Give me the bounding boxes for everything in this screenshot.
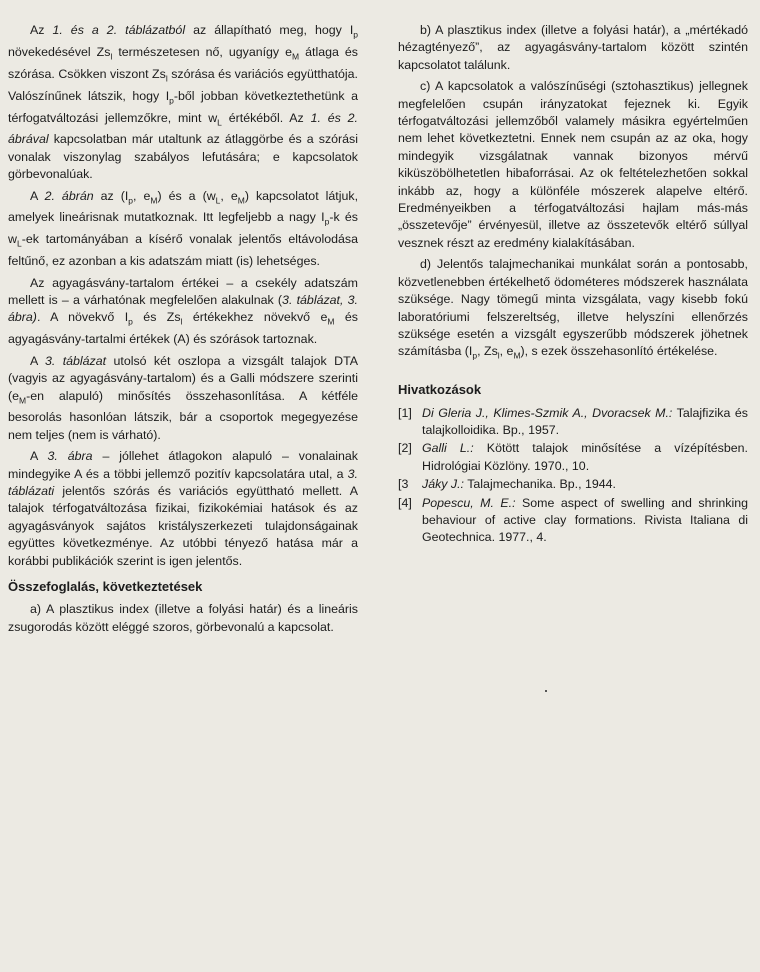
subscript: L [217,116,222,127]
reference-number: [4] [398,495,412,510]
paragraph [8,275,358,349]
speck-mark [545,690,547,692]
italic-text: 3. táblázat [44,353,107,368]
text-run: -ből jobban következtethetünk a térfogatváltozási jellemzőkre, mint w [8,88,358,125]
text-run: ) kapcsolatot látjuk, amelyek lineárisnak mutatkoznak. Itt legfeljebb a nagy I [8,188,359,225]
subscript: p [353,29,358,40]
text-run: , Zs [477,344,498,359]
reference-number: [1] [398,405,412,420]
text-run: utolsó két oszlopa a vizsgált talajok DTA (vagyis az agyagásvány-tartalom) és a Galli módszere szerinti (e [8,353,358,403]
text-run: jelentős szórás és variációs együttható mellett. A talajok térfogatváltozása fizikai, fizikokémiai hatások és az agyagásványok sajátos kristályszerkezeti tulajdonságainak együttes következménye. Az utóbbi tényező hatása már a korábbi publikációk szerint is igen jelentős. [8,484,358,568]
subscript: L [16,238,22,249]
text-run: -en alapuló) minősítés összehasonlítása. A kétféle besorolás hasonlóan látszik, bár a csoportok megegyezése nem teljes (nem is várható). [8,388,358,442]
paragraph [8,188,358,271]
text-run: b) A plasztikus index (illetve a folyási határ), a „mértékadó hézagtényező”, az agyagásvány-tartalom között szintén kapcsolatot találunk. [398,23,748,72]
paragraph [8,448,358,570]
text-run: ) és a (w [157,188,216,203]
text-run: d) Jelentős talajmechanikai munkálat során a pontosabb, közvetlenebben értékelhető ödométeres módszerek használata szüksége. Nagy tömegű minta vizsgálata, vagy kisebb fokú laboratóriumi felszereltség, illetve helyszíni ellenőrzés szüksége esetén a vizsgált egyszerűbb módszerek jöhetnek számításba (I [398,257,748,359]
text-run: -k és w [8,210,358,247]
text-run: ), s ezek összehasonlító értékelése. [520,344,718,359]
text-run: , e [220,188,238,203]
reference-text [422,476,748,493]
text-run: Az agyagásvány-tartalom értékei – a csekély adatszám mellett is – a várhatónak megfelelően alakulnak ( [8,275,358,308]
subscript: M [150,195,158,206]
paragraph [8,353,358,445]
subscript: M [327,316,335,327]
paragraph [398,22,748,74]
text-run: értékekhez növekvő e [182,310,328,325]
subscript: l [497,350,500,361]
text-run: szórása és variációs együtthatója. Valószínűnek látszik, hogy I [8,66,358,103]
section-heading: Összefoglalás, következtetések [8,579,203,595]
text-run: növekedésével Zs [8,44,111,59]
subscript: p [128,195,134,206]
subscript: l [165,73,168,84]
text-run: . A növekvő I [36,310,129,325]
paragraph [8,22,358,184]
left-column [8,22,358,640]
reference-text [422,440,748,475]
subscript: l [180,316,183,327]
paragraph [8,601,358,636]
subscript: M [19,395,27,405]
italic-text: 2. ábrán [44,188,94,203]
text-run: Some aspect of swelling and shrinking behaviour of active clay formations. Rivista Italiana di Geotechnica. 1977., 4. [422,495,748,545]
reference-number: [3 [398,477,409,492]
subscript: L [215,195,221,206]
text-run: az állapítható meg, hogy I [185,23,354,37]
italic-text: 3. táblázati [8,466,358,499]
subscript: p [128,316,133,327]
subscript: p [472,350,478,361]
italic-text: 1. és a 2. táblázatból [52,23,186,37]
italic-text: Di Gleria J., Klimes-Szmik A., Dvoracsek M.: [422,405,673,420]
text-run: -ek tartományában a kísérő vonalak jelentős eltávolodása feltűnő, ez azonban a kis adatszám miatt (is) lehetséges. [8,232,358,269]
subscript: p [324,216,330,227]
text-run: természetesen nő, ugyanígy e [112,44,293,59]
paragraph [398,256,748,365]
text-run: Kötött talajok minősítése a vízépítésben. Hidrológiai Közlöny. 1970., 10. [422,441,748,473]
reference-text [422,495,748,547]
italic-text: 3. ábra [47,449,93,464]
reference-item [398,495,748,547]
text-run: Talajmechanika. Bp., 1944. [464,477,616,492]
subscript: p [169,95,174,106]
text-run: A [30,188,45,203]
text-run: c) A kapcsolatok a valószínűségi (sztohasztikus) jellegnek megfelelően csupán irányzatokat fejeznek ki. Egyik térfogatváltozási jellemzőből valamely másikra egyértelműen nem lehet következtetni. Ennek nem csupán az az oka, hogy mindegyik vizsgálatnak vannak bizonyos mérvű kiküszöbölhetetlen hibaforrásai. Az ok feltételezhetően sokkal inkább az, hogy a különféle mószerek alapelve eltérő. Eredményeikben a térfogatváltozási hajlam más-más „összetevője” érvényesül, illetve az összetevők eltérő súllyal vesznek részt az eredmény kialakításában. [398,79,748,250]
subscript: M [513,350,521,361]
text-run: átlaga és szórása. Csökken viszont Zs [8,44,358,81]
text-run: az (I [93,188,129,203]
reference-text [422,405,748,440]
reference-list [398,405,748,547]
text-run: , e [499,344,514,359]
reference-item [398,405,748,440]
text-run: , e [133,188,151,203]
reference-item [398,476,748,493]
text-run: Az [30,23,53,37]
right-column [398,22,748,548]
italic-text: Galli L.: [422,441,474,456]
reference-number: [2] [398,441,412,456]
text-run: és Zs [132,310,181,325]
text-run: és agyagásvány-tartalmi értékek (A) és szórások tartoznak. [8,310,358,347]
subscript: M [237,195,245,206]
text-run: a) A plasztikus index (illetve a folyási határ) és a lineáris zsugorodás között eléggé szoros, görbevonalú a kapcsolat. [8,602,358,634]
text-run: A [30,449,48,464]
italic-text: 3. táblázat, 3. ábra) [8,293,358,325]
italic-text: Jáky J.: [422,477,464,492]
references-heading: Hivatkozások [398,382,482,398]
text-run: értékéből. Az [221,110,311,125]
italic-text: Popescu, M. E.: [422,495,516,510]
text-run: – jóllehet átlagokon alapuló – vonalainak mindegyike A és a többi jellemző pozitív kapcsolatára utal, a [8,449,358,481]
subscript: M [292,51,300,62]
reference-item [398,440,748,475]
subscript: l [110,51,113,62]
italic-text: 1. és 2. ábrával [8,110,359,147]
text-run: Talajfizika és talajkolloidika. Bp., 1957. [422,405,748,437]
text-run: A [30,353,45,368]
paragraph [398,78,748,252]
text-run: kapcsolatban már utaltunk az átlaggörbe és a szórási vonalak viszonylag szabályos lefutására; e kapcsolatok görbevonalúak. [8,132,358,182]
